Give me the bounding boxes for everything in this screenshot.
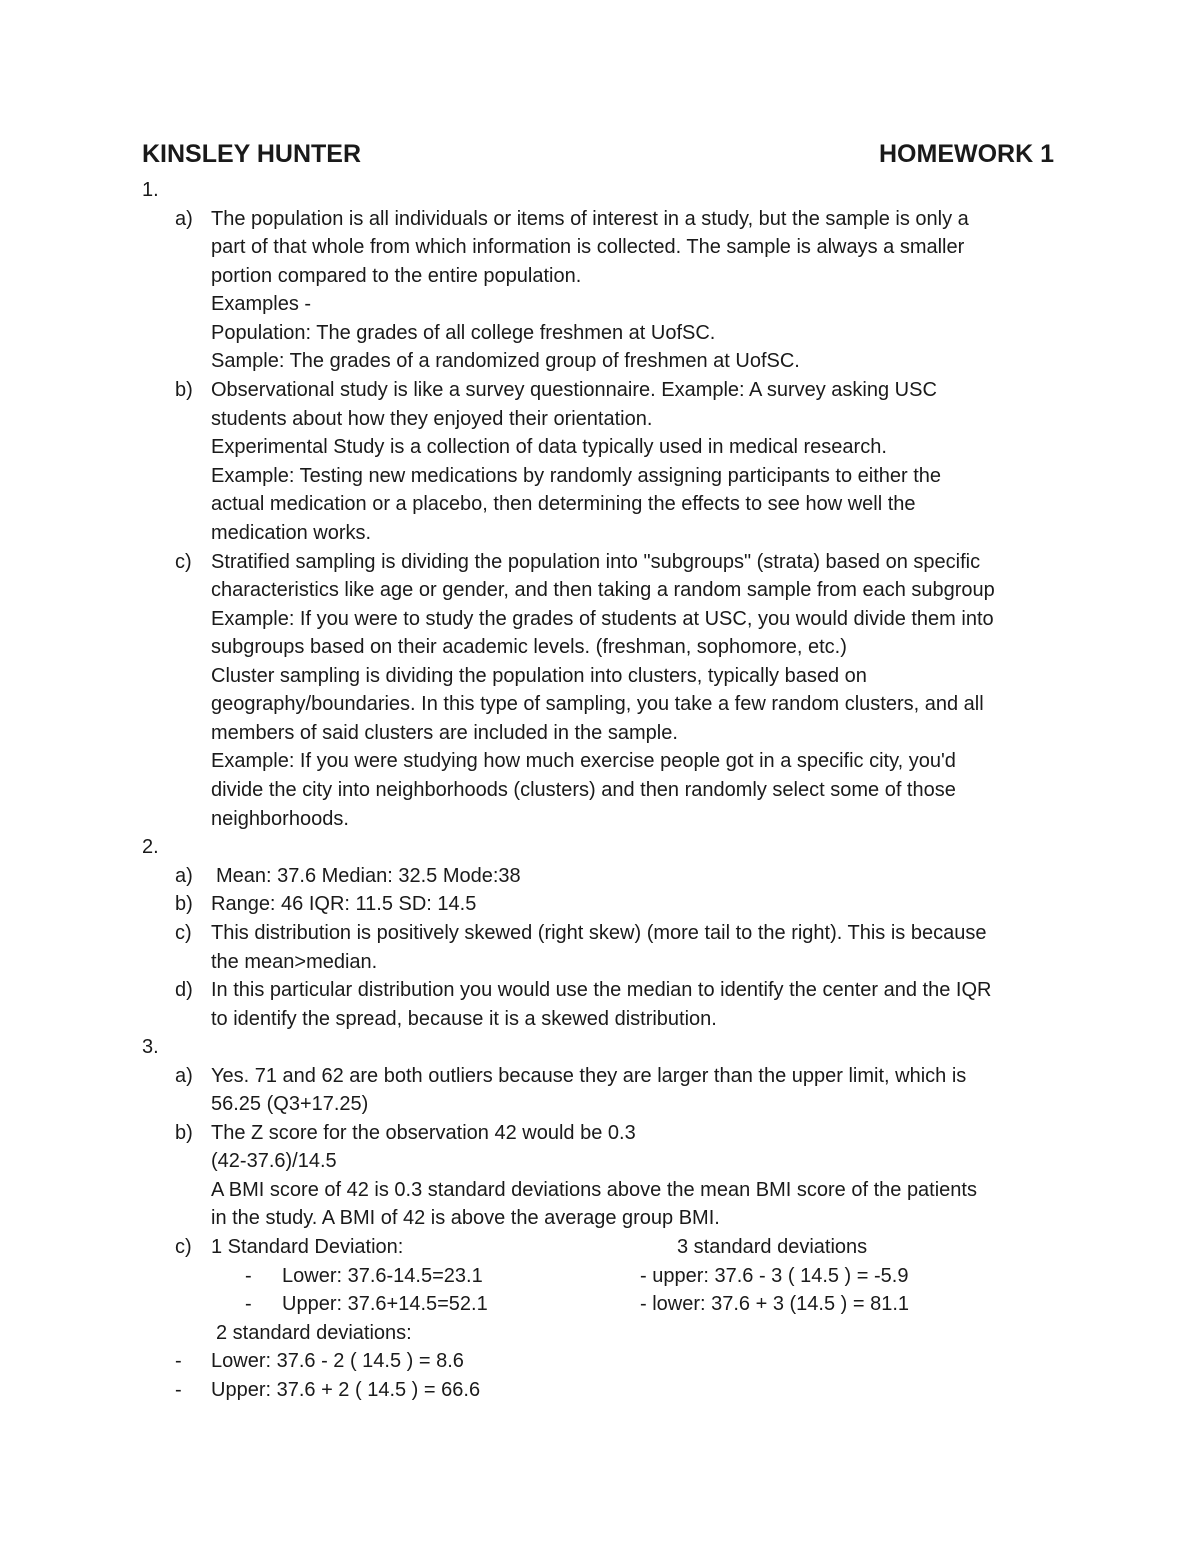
q3-b-label: b) [175, 1122, 193, 1144]
q2-a-label: a) [175, 865, 193, 887]
question-3-number: 3. [142, 1036, 159, 1058]
three-sd-lower: - lower: 37.6 + 3 (14.5 ) = 81.1 [640, 1293, 910, 1315]
q1-a-line: portion compared to the entire population. [211, 265, 582, 287]
page-header [142, 140, 1054, 176]
q1-b-line: Experimental Study is a collection of data typically used in medical research. [211, 436, 887, 458]
q1-c-line: Example: If you were studying how much exercise people got in a specific city, you'd [211, 750, 956, 772]
q1-a-line: Examples - [211, 293, 312, 315]
two-sd-upper: Upper: 37.6 + 2 ( 14.5 ) = 66.6 [211, 1379, 481, 1401]
q1-c-line: neighborhoods. [211, 808, 349, 830]
q2-a-line: Mean: 37.6 Median: 32.5 Mode:38 [216, 865, 521, 887]
q1-b-line: Example: Testing new medications by randomly assigning participants to either the [211, 465, 942, 487]
q1-c-line: subgroups based on their academic levels. (freshman, sophomore, etc.) [211, 636, 847, 658]
q1-b-label: b) [175, 379, 193, 401]
q1-b-line: Observational study is like a survey questionnaire. Example: A survey asking USC [211, 379, 937, 401]
bullet-dash: - [245, 1265, 252, 1287]
bullet-dash: - [175, 1379, 182, 1401]
q1-c-line: Stratified sampling is dividing the population into "subgroups" (strata) based on specific [211, 551, 981, 573]
q1-c-line: Cluster sampling is dividing the population into clusters, typically based on [211, 665, 867, 687]
q1-a-line: Sample: The grades of a randomized group of freshmen at UofSC. [211, 350, 800, 372]
one-sd-heading: 1 Standard Deviation: [211, 1236, 404, 1258]
q3-b-line: in the study. A BMI of 42 is above the average group BMI. [211, 1207, 720, 1229]
one-sd-upper: Upper: 37.6+14.5=52.1 [282, 1293, 488, 1315]
q2-b-line: Range: 46 IQR: 11.5 SD: 14.5 [211, 893, 477, 915]
assignment-title: HOMEWORK 1 [879, 140, 1054, 168]
q1-c-line: divide the city into neighborhoods (clusters) and then randomly select some of those [211, 779, 956, 801]
q1-a-line: The population is all individuals or items of interest in a study, but the sample is only a [211, 208, 969, 230]
q2-d-line: In this particular distribution you would use the median to identify the center and the IQR [211, 979, 992, 1001]
q1-a-line: Population: The grades of all college freshmen at UofSC. [211, 322, 716, 344]
q2-d-label: d) [175, 979, 193, 1001]
q3-a-label: a) [175, 1065, 193, 1087]
two-sd-heading: 2 standard deviations: [216, 1322, 412, 1344]
q3-a-line: 56.25 (Q3+17.25) [211, 1093, 369, 1115]
q3-b-line: The Z score for the observation 42 would be 0.3 [211, 1122, 636, 1144]
bullet-dash: - [175, 1350, 182, 1372]
question-2-number: 2. [142, 836, 159, 858]
q2-b-label: b) [175, 893, 193, 915]
q3-c-label: c) [175, 1236, 192, 1258]
q1-b-line: students about how they enjoyed their orientation. [211, 408, 653, 430]
q1-b-line: medication works. [211, 522, 372, 544]
q3-b-line: A BMI score of 42 is 0.3 standard deviations above the mean BMI score of the patients [211, 1179, 977, 1201]
q1-c-line: Example: If you were to study the grades of students at USC, you would divide them into [211, 608, 994, 630]
q1-a-line: part of that whole from which information is collected. The sample is always a smaller [211, 236, 965, 258]
q2-c-label: c) [175, 922, 192, 944]
question-1-number: 1. [142, 179, 159, 201]
three-sd-upper: - upper: 37.6 - 3 ( 14.5 ) = -5.9 [640, 1265, 909, 1287]
q3-b-line: (42-37.6)/14.5 [211, 1150, 337, 1172]
student-name: KINSLEY HUNTER [142, 140, 362, 168]
q1-c-label: c) [175, 551, 192, 573]
q1-a-label: a) [175, 208, 193, 230]
one-sd-lower: Lower: 37.6-14.5=23.1 [282, 1265, 483, 1287]
q1-c-line: members of said clusters are included in the sample. [211, 722, 678, 744]
q1-c-line: geography/boundaries. In this type of sampling, you take a few random clusters, and all [211, 693, 984, 715]
q1-b-line: actual medication or a placebo, then determining the effects to see how well the [211, 493, 916, 515]
q3-a-line: Yes. 71 and 62 are both outliers because they are larger than the upper limit, which is [211, 1065, 967, 1087]
q2-c-line: This distribution is positively skewed (right skew) (more tail to the right). This is because [211, 922, 987, 944]
q2-d-line: to identify the spread, because it is a skewed distribution. [211, 1008, 717, 1030]
three-sd-heading: 3 standard deviations [677, 1236, 868, 1258]
bullet-dash: - [245, 1293, 252, 1315]
two-sd-lower: Lower: 37.6 - 2 ( 14.5 ) = 8.6 [211, 1350, 464, 1372]
q2-c-line: the mean>median. [211, 951, 378, 973]
q1-c-line: characteristics like age or gender, and then taking a random sample from each subgroup [211, 579, 995, 601]
